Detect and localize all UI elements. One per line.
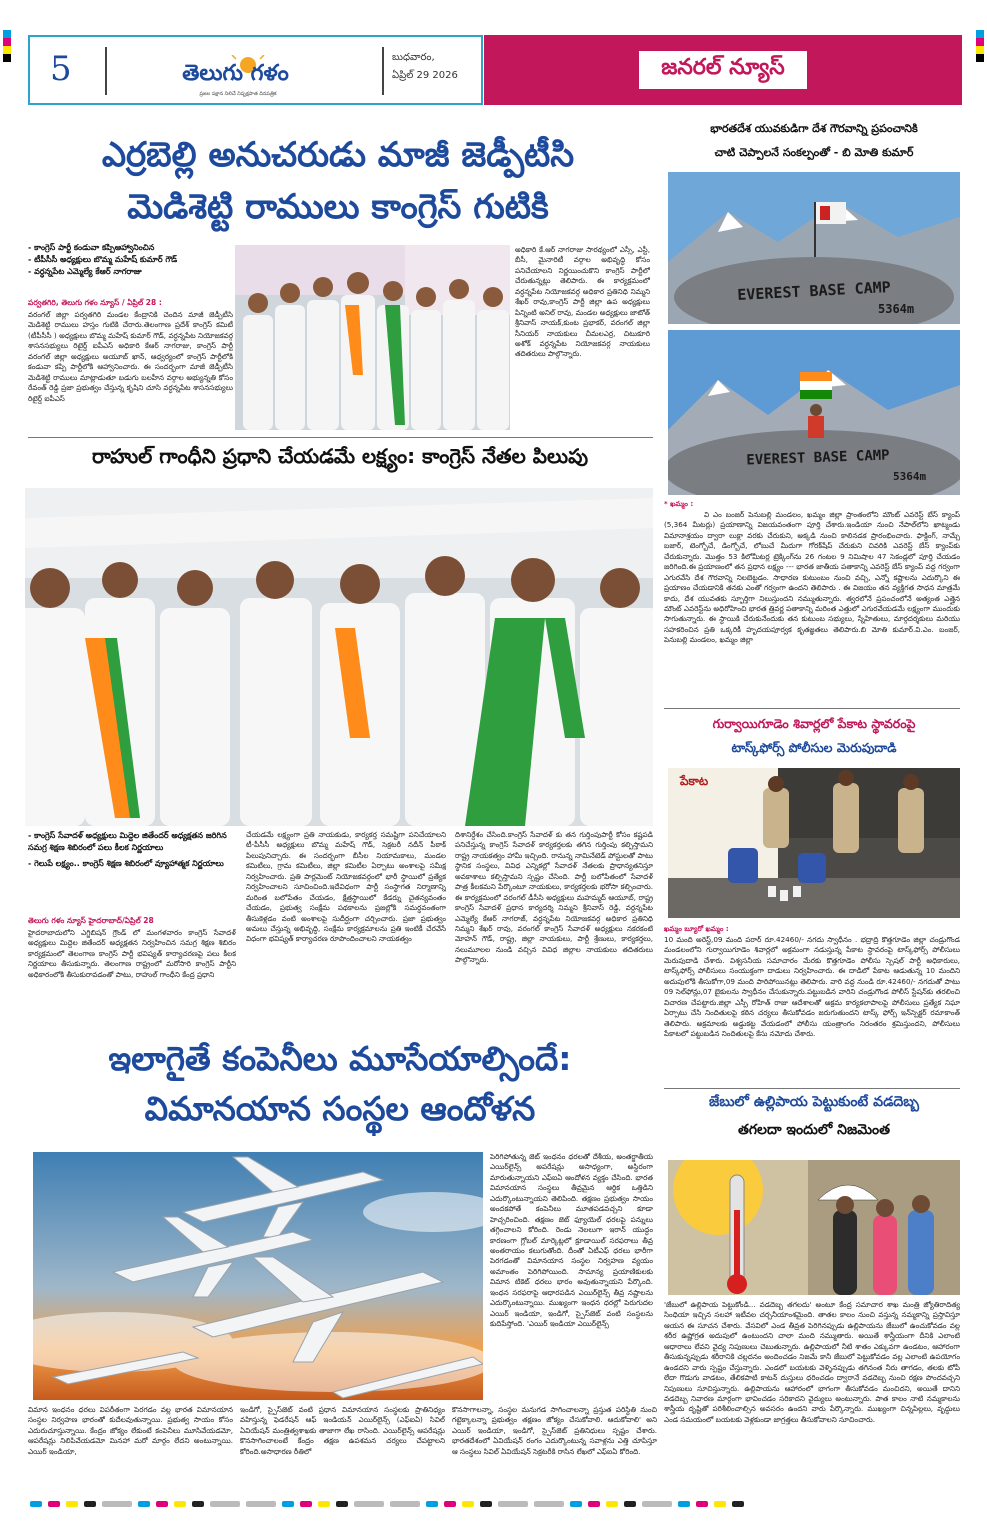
- story3-col2: ఇండిగో, స్పైస్‌జెట్ వంటి ప్రధాన విమానయాన సంస్థలకు ప్రాతినిధ్యం వహిస్తున్న ఫెడరేషన్ ఆఫ్ ఇండియన్ ఎయిర్‌లైన్స్ (ఎఫ్‌ఐఏ) సివిల్ ఏవియేషన్ మంత్రిత్వశాఖకు తాజాగా లేఖ రాసింది. ఎయిర్‌లైన్స్ ఆపరేషన్లు కొనసాగించాలంటే కేంద్రం తక్షణ ఉపశమన చర్యలు చేపట్టాలని కోరింది.అసాధారణ రీతిలో: [240, 1405, 445, 1456]
- sidebar2-dateline: ఖమ్మం బ్యూరో ఖమ్మం :: [664, 925, 729, 933]
- sidebar2-body: 10 మంది అరెస్ట్,09 మంది పరార్ రూ.42460/- నగదు స్వాధీనం . భద్రాద్రి కొత్తగూడెం జిల్లా చండ్రుగొండ మండలంలోని గుర్వాయిగూడెం శివార్లలో అక్రమంగా నడుస్తున్న పేకాట స్థావరంపై టాస్క్‌ఫోర్స్ పోలీసులు మెరుపుదాడి చేశారు. విశ్వసనీయ సమాచారం మేరకు కొత్తగూడెం పోలీసు స్పెషల్ పార్టీ అధికారులు, టాస్క్‌ఫోర్స్ పోలీసులు సంయుక్తంగా దాడులు నిర్వహించారు. ఈ దాడిలో పేకాట ఆడుతున్న 10 మందిని అదుపులోకి తీసుకోగా,09 మంది పారిపోయినట్లు తెలిపారు. వారి వద్ద నుండి రూ.42460/- నగదుతో పాటు 09 సెల్‌ఫోన్లు,07 బైకులను స్వాధీనం చేసుకున్నారు.పట్టుబడిన వారిని చండ్రుగొండ పోలీస్ స్టేషన్‌కు తరలించి విచారణ చేపట్టారు.జిల్లా ఎస్పీ రోహిత్ రాజు ఆదేశాలతో అక్రమ కార్యకలాపాలపై పోలీసులు ప్రత్యేక నిఘా ఏర్పాటు చేసి నిందితులపై కఠిన చర్యలు తీసుకోవడం జరుగుతుందని టాస్క్ ఫోర్స్ ఇన్‌స్పెక్టర్ రమాకాంత్ తెలిపారు. అక్రమాలకు అడ్డుకట్ట వేయడంలో పోలీసు యంత్రాంగం నిరంతరం శ్రమిస్తుందని, పోలీసులు పేకాటలో పట్టుబడిన నిందితులపై కేసు నమోదు చేశారు.: [664, 935, 960, 1038]
- sidebar3-photo: [668, 1160, 960, 1295]
- story1-photo: [235, 245, 510, 430]
- story1-headline-2: మెడిశెట్టి రాములు కాంగ్రెస్ గుటికి: [127, 187, 549, 227]
- masthead-tagline: ప్రజల పక్షాన నిలిచే నిష్పక్షపాత దినపత్రిక: [199, 91, 277, 97]
- sidebar2-headline-1: గుర్వాయిగూడెం శివార్లలో పేకాట స్థావరంపై: [712, 716, 916, 731]
- sidebar1-headline-1: భారతదేశ యువకుడిగా దేశ గౌరవాన్ని ప్రపంచానికి: [710, 122, 918, 135]
- sidebar1-body: వి ఎం బంజర్ పెనుబల్లి మండలం, ఖమ్మం జిల్లా ప్రాంతంలోని మౌంట్ ఎవరెస్ట్ బేస్ క్యాంప్ (5,364 మీటర్లు) ప్రయాణాన్ని విజయవంతంగా పూర్తి చేశారు.ఇండియా నుంచి నేపాల్‌లోని ఖాట్మండు విమానాశ్రయం ద్వారా లుక్లా వరకు చేరుకుని, అక్కడి నుంచి కాలినడక ప్రారంభించారు. ఫాక్డింగ్, నామ్చే బజార్, టెంగ్బోచే, డింగ్బోచే, లోబుచే మీదుగా గోరక్‌షేప్ చేరుకుని చివరికి ఎవరెస్ట్ బేస్ క్యాంప్‌కు చేరుకున్నారు. మొత్తం 53 కిలోమీటర్ల ట్రెక్కింగ్‌ను 26 గంటల 9 నిమిషాల 47 సెకండ్లలో పూర్తి చేయడం జరిగింది.ఈ ప్రయాణంలో తన ప్రధాన లక్ష్యం --- భారత జాతీయ పతాకాన్ని ఎవరెస్ట్ బేస్ క్యాంప్ వద్ద గర్వంగా ఎగురవేసి దేశ గౌరవాన్ని నిలబెట్టడం. సాధారణ కుటుంబం నుంచి వచ్చి, ఎన్నో కష్టాలను ఎదుర్కొని ఈ ప్రయాణం చేయడానికి తనకు ఎంతో గర్వంగా ఉందని తెలిపారు . ఈ విజయం తన వ్యక్తిగత సాధన మాత్రమే కాదు, దేశ యువతకు స్ఫూర్తిగా నిలుస్తుందని నమ్ముతున్నారు. త్వరలోనే ప్రపంచంలోనే అత్యంత ఎత్తైన మౌంట్ ఎవరెస్ట్‌ను అధిరోహించి భారత త్రివర్ణ పతాకాన్ని మరింత ఎత్తులో ఎగురవేయడమే లక్ష్యంగా ముందుకు సాగుతున్నారు. ఈ స్థాయికి చేరుకునేందుకు తన కుటుంబ సభ్యులు, స్నేహితులు, మార్గదర్శకులు మరియు సహకరించిన ప్రతి ఒక్కరికీ హృదయపూర్వక కృతజ్ఞతలు తెలిపారు.బి మోతి కుమార్.వి.ఎం. బంజర్, పెనుబల్లి మండలం, ఖమ్మం జిల్లా: [664, 510, 960, 645]
- sidebar1-sign-1-alt: 5364m: [878, 302, 915, 316]
- section-band: [484, 35, 962, 105]
- sidebar3-headline-2: తగలదా ఇందులో నిజమెంత: [737, 1122, 891, 1138]
- story1-headline-1: ఎర్రబెల్లి అనుచరుడు మాజీ జెడ్పీటీసి: [101, 135, 575, 175]
- sidebar1-sign-2-alt: 5364m: [893, 470, 927, 483]
- sidebar1-dateline: * ఖమ్మం :: [664, 500, 694, 508]
- story1-rule: [28, 437, 653, 438]
- story2-bullet-2: - గెలుపే లక్ష్యం.. కాంగ్రెస్ శిక్షణ శిబిరంలో వ్యూహాత్మక నిర్ణయాలు: [28, 859, 224, 868]
- sidebar1-sign-2: EVEREST BASE CAMP: [746, 447, 890, 469]
- story2-col1: హైదరాబాదులోని ఎగ్జిబిషన్ గ్రౌండ్ లో మంగళవారం కాంగ్రెస్ సేవాదళ్ అధ్యక్షులు మిద్దెల జితేందర్ అధ్యక్షతన నిర్వహించిన సమగ్ర శిక్షణ శిబిరం కార్యక్రమంలో తెలంగాణ కాంగ్రెస్ పార్టీ భవిష్యత్ కార్యాచరణపై పలు కీలక నిర్ణయాలు తీసుకున్నారు. తెలంగాణ రాష్ట్రంలో మరోసారి కాంగ్రెస్ పార్టీని అధికారంలోకి తీసుకురావడంతో పాటు, రాహుల్ గాంధీని కేంద్ర ప్రధాని: [28, 928, 236, 979]
- cmyk-mark-right: [976, 30, 984, 70]
- sidebar1-sign-1: EVEREST BASE CAMP: [736, 277, 892, 305]
- sidebar2-shop-sign: పేకాట: [680, 774, 709, 788]
- masthead-divider: [105, 47, 107, 95]
- story1-bullet-2: - టీపీసీసీ అధ్యక్షులు బొమ్మ మహేష్ కుమార్ గౌడ్: [28, 255, 178, 264]
- story1-bullet-3: - వర్ధన్నపేట ఎమ్మెల్యే కేఆర్ నాగరాజు: [28, 267, 142, 276]
- sidebar2-photo: [668, 768, 960, 918]
- story2-dateline: తెలుగు గళం న్యూస్ హైదరాబాద్/ఏప్రిల్ 28: [28, 916, 154, 925]
- story3-col-top: పెరిగిపోతున్న జెట్ ఇంధనం ధరలతో దేశీయ, అంతర్జాతీయ ఎయిర్‌లైన్స్ అపరేషన్లు అసాధ్యంగా, అస్థిరంగా మారుతున్నాయని ఎఫ్‌ఐఏ ఆందోళన వ్యక్తం చేసింది. భారత విమానయాన సంస్థలు తీవ్రమైన ఆర్థిక ఒత్తిడిని ఎదుర్కొంటున్నాయని తెలిపింది. తక్షణం ప్రభుత్వం సాయం అందకపోతే కంపెనీలు మూతపడవచ్చని కూడా హెచ్చరించింది. తక్షణం జెట్ ఫ్యూయెల్ ధరలపై పన్నులు తగ్గించాలని కోరింది. రెండు నెలలుగా ఇరాన్ యుద్ధం కారణంగా గ్లోబల్ మార్కెట్లలో క్రూడాయిల్ సరఫరాలు తీవ్ర అంతరాయం కలుగుతోంది. దీంతో ఏటీఎఫ్ ధరలు భారీగా పెరగడంతో విమానయాన సంస్థల నిర్వహణ వ్యయం అమాంతం పెరిగిపోయింది. సామాన్య ప్రయాణికులకు విమాన టికెట్ ధరలు భారం అవుతున్నాయని పేర్కొంది. ఇంధన సరఫరాపై ఆధారపడిన ఎయిర్‌లైన్స్ తీవ్ర నష్టాలను ఎదుర్కొంటున్నాయి. ముఖ్యంగా ఇంధన ధరల్లో పెరుగుదల ఎయిర్ ఇండియా, ఇండిగో, స్పైస్‌జెట్ వంటి సంస్థలను కుదిపేస్తోంది. 'ఎయిర్ ఇండియా ఎయిర్‌లైన్స్: [490, 1152, 653, 1328]
- story3-col1: విమాన ఇంధనం ధరలు విపరీతంగా పెరగడం వల్ల భారత విమానయాన సంస్థల నిర్వహణ భారంతో కుదేలవుతున్నాయి. ప్రభుత్వ సాయం కోసం ఎదురుచూస్తున్నాయి. కేంద్రం జోక్యం లేకుంటే కంపెనీలు మూసివేయడమో, ఆపరేషన్లు నిలిపివేయడమో మినహా మరో మార్గం లేదని అంటున్నాయి. ఎయిర్ ఇండియా,: [28, 1405, 233, 1456]
- sidebar2-headline-2: టాస్క్‌ఫోర్స్ పోలీసుల మెరుపుదాడి: [731, 740, 897, 755]
- story3-col3: కొనసాగాలన్నా, సంస్థల మనుగడ సాగించాలన్నా ప్రస్తుత పరిస్థితి నుంచి గట్టెక్కాలన్నా ప్రభుత్వం తక్షణం జోక్యం చేసుకోవాలి. ఆదుకోవాలి' అని ఎయిర్ ఇండియా, ఇండిగో, స్పైస్‌జెట్ ప్రతినిధులు స్పష్టం చేశారు. భారతదేశంలో ఏవియేషన్ రంగం ఎదుర్కొంటున్న సవాళ్లను ఎత్తి చూపిస్తూ ఆ సంస్థలు సివిల్ ఏవియేషన్ సెక్రటరీకి రాసిన లేఖలో ఎఫ్‌ఐఏ కోరింది.: [452, 1405, 657, 1456]
- issue-day: బుధవారం,: [392, 52, 435, 63]
- story2-col3: దిశానిర్దేశం చేసింది.కాంగ్రెస్ సేవాదళ్ కు తన గుర్తింపుపార్టీ కోసం కష్టపడి పనిచేస్తున్న కాంగ్రెస్ సేవాదళ్ కార్యకర్తలకు తగిన గుర్తింపు కల్పిస్తామని రాష్ట్ర నాయకత్వం హామీ ఇచ్చింది. రానున్న నామినేటెడ్ పోస్టులతో పాటు స్థానిక సంస్థలు, వివిధ ఎన్నికల్లో సేవాదళ్ నేతలకు ప్రాధాన్యతనిస్తూ అవకాశాలు కల్పిస్తామని స్పష్టం చేసింది. పార్టీ బలోపేతంలో సేవాదళ్ పాత్ర కీలకమని పేర్కొంటూ నాయకులు, కార్యకర్తలకు భరోసా కల్పించారు. ఈ కార్యక్రమంలో వరంగల్ డీసీసి అధ్యక్షులు మహమ్మద్ ఆయూబ్, రాష్ట్ర కాంగ్రెస్ సేవాదళ్ ప్రధాన కార్యదర్శి నిమ్మని శ్రీనివాస్ రెడ్డి, వర్ధన్నపేట ఎమ్మెల్యే కేఆర్ నాగరాజ్, వర్ధన్నపేట నియోజకవర్గ అధికార ప్రతినిధి నిమ్మని శేఖర్ రావు, వరంగల్ కాంగ్రెస్ సేవాదళ్ అధ్యక్షులు నకరకంటి మోహన్ గౌడ్, రాష్ట్ర, జిల్లా నాయకులు, పార్టీ శ్రేణులు, కార్యకర్తలు, నలుమూలల నుండి వచ్చిన వివిధ జిల్లాల నాయకులు తదితరులు పాల్గొన్నారు.: [455, 830, 653, 965]
- page-number: 5: [50, 49, 72, 89]
- story2-headline: రాహుల్ గాంధీని ప్రధాని చేయడమే లక్ష్యం: కాంగ్రెస్ నేతల పిలుపు: [91, 444, 589, 468]
- story1-body-left: వరంగల్ జిల్లా పర్వతగిరి మండల కేంద్రానికి చెందిన మాజీ జెడ్పీటీసి మెడిశెట్టి రాములు హస్తం గుటికి చేరారు.తెలంగాణ ప్రదేశ్ కాంగ్రెస్ కమిటీ (టీపీసీసీ ) అధ్యక్షులు బొమ్మ మహేష్ కుమార్ గౌడ్, వర్ధన్నపేట నియోజకవర్గ శాసనసభ్యులు రిటైర్డ్ ఐపీఎస్ అధికారి కేఆర్ నాగరాజు, కాంగ్రెస్ పార్టీ వరంగల్ జిల్లా అధ్యక్షులు అయూబ్ ఖాన్, ఆధ్వర్యంలో కాంగ్రెస్ పార్టీలోకి కండువా కప్పి పార్టీలోకి ఆహ్వానించారు. ఈ సందర్భంగా మాజీ జెడ్పీటీసి మెడిశెట్టి రాములు మాట్లాడుతూ బడుగు బలహీన వర్గాల అభ్యున్నతి కోసం రేవంత్ రెడ్డి ప్రజా ప్రభుత్వం చేస్తున్న కృషిని చూసి వర్ధన్నపేట శాసనసభ్యులు రిటైర్డ్ ఐపీఎస్: [28, 310, 233, 403]
- sidebar1-photo-2: [668, 330, 960, 495]
- story1-dateline: పర్వతగిరి, తెలుగు గళం న్యూస్ / ఏప్రిల్ 28 :: [28, 298, 162, 307]
- story1-bullet-1: - కాంగ్రెస్ పార్టీ కండువా కప్పిఆహ్వానించిన: [28, 243, 155, 252]
- sidebar1-headline-2: చాటి చెప్పాలనే సంకల్పంతో - బి మోతి కుమార్: [714, 146, 914, 159]
- story1-body-right: అధికారి కే.ఆర్ నాగరాజు సారథ్యంలో ఎస్సీ, ఎస్టీ, బీసీ, మైనారిటీ వర్గాల అభివృద్ధి కోసం పనిచేయాలని నిర్ణయించుకొని కాంగ్రెస్ పార్టీలో చేరుతున్నట్లు తెలిపారు. ఈ కార్యక్రమంలో వర్ధన్నపేట నియోజకవర్గ అధికార ప్రతినిధి నిమ్మని శేఖర్ రావు,కాంగ్రెస్ పార్టీ జిల్లా ఉప అధ్యక్షులు పిన్నింటి అనిల్ రావు, మండల అధ్యక్షులు జాటోత్ శ్రీనివాస్ నాయక్,కుంట ప్రభాకర్, వరంగల్ జిల్లా సీనియర్ నాయకులు చీమలఎర్ర, చిటుకూరి అశోక్ వర్ధన్నపేట నియోజకవర్గ నాయకులు తదితరులు పాల్గొన్నారు.: [515, 245, 650, 359]
- story3-headline-1: ఇలాగైతే కంపెనీలు మూసేయాల్సిందే:: [108, 1039, 572, 1078]
- sidebar1-rule: [664, 708, 960, 709]
- masthead-logo: [168, 55, 303, 91]
- sidebar1-photo-1: [668, 172, 960, 324]
- story2-col2: చేయడమే లక్ష్యంగా ప్రతి నాయకుడు, కార్యకర్త సమష్టిగా పనిచేయాలని టీ-పీసీసీ అధ్యక్షులు బొమ్మ మహేష్ గౌడ్, సెక్రటరీ నదీన్ పీఠాక్ పిలుపునిచ్చారు. ఈ సందర్భంగా బీసీల నియామకాలు, మండల కమిటీలు, గ్రామ కమిటీలు, జిల్లా కమిటీల ఏర్పాటు అంశాలపై సమీక్ష నిర్వహించారు. ప్రతి పార్లమెంట్ నియోజకవర్గంలో భారీ స్థాయిలో ప్రత్యేక నిర్వహించాలని సూచించింది.ఇదేవిధంగా పార్టీ సంస్థాగత నిర్మాణాన్ని మరింత బలోపేతం చేయడం, క్షేత్రస్థాయిలో కేడర్ను చైతన్యవంతం చేయడం, ప్రభుత్వ సంక్షేమ పథకాలను ప్రజల్లోకి సమర్థవంతంగా తీసుకెళ్లడం వంటి అంశాలపై సుదీర్ఘంగా చర్చించారు. ప్రజా ప్రభుత్వం అమలు చేస్తున్న అభివృద్ధి, సంక్షేమ కార్యక్రమాలను ప్రతి ఇంటికీ చేరవేసే విధంగా భవిష్యత్ కార్యాచరణ రూపొందించాలని నాయకత్వం: [246, 830, 446, 944]
- story3-headline-2: విమానయాన సంస్థల ఆందోళన: [144, 1089, 536, 1128]
- cmyk-mark-left: [3, 30, 11, 70]
- story2-photo: [25, 488, 653, 826]
- registration-strip: [30, 1497, 960, 1511]
- masthead-title: తెలుగు గళం: [182, 61, 289, 86]
- masthead-box: [28, 35, 483, 105]
- section-title: జనరల్ న్యూస్: [639, 51, 807, 89]
- story2-bullets: [28, 830, 238, 870]
- masthead-divider-2: [382, 47, 384, 95]
- issue-date: ఏప్రిల్ 29 2026: [392, 70, 458, 81]
- story2-bullet-1: - కాంగ్రెస్ సేవాదళ్ అధ్యక్షులు మిద్దెల జితేందర్ అధ్యక్షతన జరిగిన సమగ్ర శిక్షణ శిబిరంలో పలు కీలక నిర్ణయాలు: [28, 831, 227, 852]
- sidebar2-rule: [664, 1088, 960, 1089]
- sidebar3-headline-1: జేబులో ఉల్లిపాయ పెట్టుకుంటే వడదెబ్బ: [708, 1094, 920, 1110]
- story1-bullets: [28, 242, 233, 278]
- sidebar3-body: 'జేబులో ఉల్లిపాయ పెట్టుకోండి... వడదెబ్బ తగలదు' అంటూ కేంద్ర సమాచార శాఖ మంత్రి జ్యోతిరాదిత్య సింధియా ఇచ్చిన సలహా ఇటీవల చర్చనీయాంశమైంది. తాతల కాలం నుంచి వస్తున్న నమ్మకాన్ని ప్రస్తావిస్తూ ఆయన ఈ సూచన చేశారు. వేసవిలో ఎండ తీవ్రత పెరిగినప్పుడు ఉల్లిపాయను జేబులో ఉంచుకోవడం వల్ల శరీర ఉష్ణోగ్రత అదుపులో ఉంటుందని చాలా మంది నమ్ముతారు. అయితే శాస్త్రీయంగా దీనికి ఎలాంటి ఆధారాలు లేవని వైద్య నిపుణులు చెబుతున్నారు. ఉల్లిపాయలో నీటి శాతం ఎక్కువగా ఉండటం, ఆహారంగా తీసుకున్నప్పుడు శరీరానికి చల్లదనం అందించడం నిజమే కానీ జేబులో పెట్టుకోవడం వల్ల ఎలాంటి ఉపయోగం ఉండదని వారు స్పష్టం చేస్తున్నారు. ఎండలో బయటకు వెళ్ళినప్పుడు తగినంత నీరు తాగడం, తలకు టోపీ లేదా గొడుగు వాడటం, తేలికపాటి కాటన్ దుస్తులు ధరించడం ద్వారానే వడదెబ్బ నుంచి రక్షణ పొందవచ్చని నిపుణులు సూచిస్తున్నారు. ఉల్లిపాయను ఆహారంలో భాగంగా తీసుకోవడం మంచిదని, అయితే దానిని వడదెబ్బ నివారణ మార్గంగా భావించడం సరికాదని వైద్యులు అంటున్నారు. పాత కాలం నాటి నమ్మకాలను శాస్త్రీయ దృష్టితో పరిశీలించాల్సిన అవసరం ఉందని వారు పేర్కొన్నారు. ముఖ్యంగా చిన్నపిల్లలు, వృద్ధులు ఎండ సమయంలో బయటకు వెళ్లకుండా జాగ్రత్తలు తీసుకోవాలని సూచించారు.: [664, 1300, 960, 1424]
- story3-photo: [33, 1152, 483, 1400]
